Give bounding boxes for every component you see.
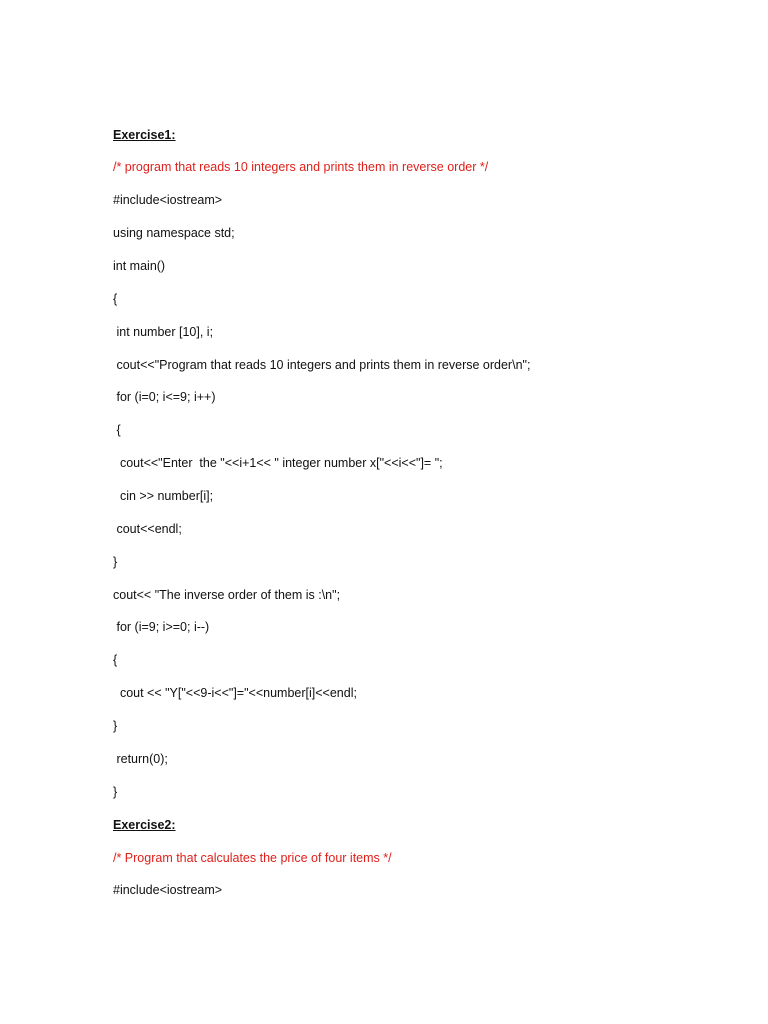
code-line: cout<< "The inverse order of them is :\n"; [113, 588, 341, 602]
code-line: } [113, 555, 118, 569]
code-line: for (i=9; i>=0; i--) [113, 620, 210, 634]
code-line: } [113, 785, 118, 799]
code-line: #include<iostream> [113, 883, 223, 897]
code-line: int number [10], i; [113, 325, 214, 339]
code-line: { [113, 423, 121, 437]
exercise2-comment: /* Program that calculates the price of four items */ [113, 851, 392, 865]
code-line: for (i=0; i<=9; i++) [113, 390, 216, 404]
exercise2-heading: Exercise2: [113, 818, 176, 832]
code-line: int main() [113, 259, 166, 273]
code-line: #include<iostream> [113, 193, 223, 207]
code-line: cout<<endl; [113, 522, 182, 536]
code-line: return(0); [113, 752, 168, 766]
exercise1-heading: Exercise1: [113, 128, 176, 142]
code-line: cout<<"Program that reads 10 integers and prints them in reverse order\n"; [113, 358, 531, 372]
code-line: cout << "Y["<<9-i<<"]="<<number[i]<<endl; [113, 686, 357, 700]
code-line: { [113, 653, 118, 667]
code-line: { [113, 292, 118, 306]
exercise1-comment: /* program that reads 10 integers and prints them in reverse order */ [113, 160, 489, 174]
code-line: } [113, 719, 118, 733]
code-line: using namespace std; [113, 226, 235, 240]
code-line: cin >> number[i]; [113, 489, 214, 503]
code-line: cout<<"Enter the "<<i+1<< " integer number x["<<i<<"]= "; [113, 456, 443, 470]
